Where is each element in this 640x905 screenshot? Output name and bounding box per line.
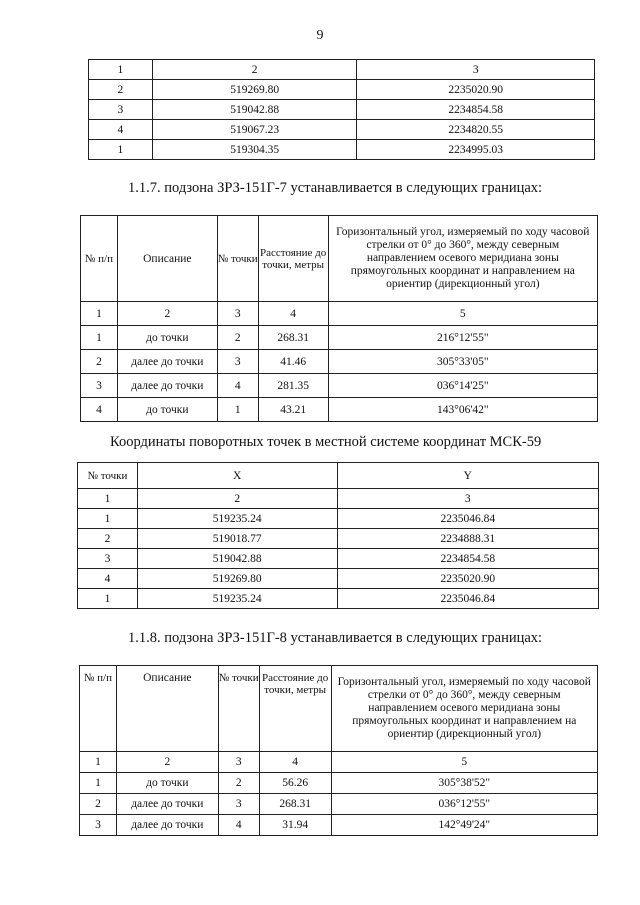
table-cell: 4 xyxy=(81,398,118,422)
table-cell: 5 xyxy=(331,752,597,773)
table-cell: 2234888.31 xyxy=(337,529,598,549)
table-cell: 2234854.58 xyxy=(357,100,595,120)
table-cell: 4 xyxy=(259,752,331,773)
table-cell: 1 xyxy=(81,302,118,326)
table-cell: далее до точки xyxy=(117,350,217,374)
boundary-table-117 xyxy=(80,215,598,422)
table-cell: до точки xyxy=(117,398,217,422)
boundary-table-118 xyxy=(79,665,598,836)
table-row xyxy=(78,549,599,569)
table-cell: 1 xyxy=(80,752,117,773)
table-cell: 4 xyxy=(258,302,328,326)
table-header-cell: Описание xyxy=(116,666,218,752)
table-cell: 1 xyxy=(80,773,117,794)
table-row xyxy=(78,529,599,549)
table-cell: 1 xyxy=(78,509,138,529)
table-cell: 268.31 xyxy=(258,326,328,350)
column-number-row xyxy=(81,302,598,326)
table-cell: 31.94 xyxy=(259,815,331,836)
table-header-row xyxy=(81,216,598,302)
table-cell: 519304.35 xyxy=(152,140,357,160)
table-cell: 2235020.90 xyxy=(357,80,595,100)
table-cell: 519269.80 xyxy=(137,569,337,589)
table-header-row xyxy=(78,463,599,489)
table-header-cell: X xyxy=(137,463,337,489)
table-cell: 2 xyxy=(137,489,337,509)
table-cell: 1 xyxy=(81,326,118,350)
table-cell: далее до точки xyxy=(116,794,218,815)
table-header-cell: № точки xyxy=(78,463,138,489)
table-row xyxy=(81,326,598,350)
coordinates-table xyxy=(77,462,599,609)
table-header-row xyxy=(80,666,598,752)
table-cell: 2234854.58 xyxy=(337,549,598,569)
table-cell: далее до точки xyxy=(117,374,217,398)
section-heading-118: 1.1.8. подзона ЗРЗ-151Г-8 устанавливается в следующих границах: xyxy=(128,630,543,646)
table-cell: 519235.24 xyxy=(137,589,337,609)
table-cell: 1 xyxy=(78,489,138,509)
table-cell: 2234995.03 xyxy=(357,140,595,160)
table-cell: 216°12'55" xyxy=(328,326,597,350)
column-number-row xyxy=(78,489,599,509)
table-cell: 3 xyxy=(218,794,259,815)
table-header-cell: Y xyxy=(337,463,598,489)
table-cell: 281.35 xyxy=(258,374,328,398)
table-cell: до точки xyxy=(117,326,217,350)
table-cell: далее до точки xyxy=(116,815,218,836)
table-cell: 1 xyxy=(78,589,138,609)
table-cell: 036°14'25" xyxy=(328,374,597,398)
table-header-row xyxy=(89,60,595,80)
table-cell: 036°12'55" xyxy=(331,794,597,815)
section-heading-117: 1.1.7. подзона ЗРЗ-151Г-7 устанавливается в следующих границах: xyxy=(128,180,543,196)
table-cell: 519018.77 xyxy=(137,529,337,549)
table-row xyxy=(78,509,599,529)
table-cell: 3 xyxy=(218,752,259,773)
table-cell: 3 xyxy=(78,549,138,569)
table-cell: 2235020.90 xyxy=(337,569,598,589)
table-cell: 519067.23 xyxy=(152,120,357,140)
table-cell: 4 xyxy=(89,120,153,140)
table-cell: 43.21 xyxy=(258,398,328,422)
table-row xyxy=(80,773,598,794)
table-cell: 3 xyxy=(80,815,117,836)
table-cell: 3 xyxy=(217,350,258,374)
table-header-cell: № п/п xyxy=(80,666,117,752)
table-cell: 1 xyxy=(89,60,153,80)
table-row xyxy=(81,374,598,398)
table-row xyxy=(81,350,598,374)
table-header-cell: Горизонтальный угол, измеряемый по ходу часовой стрелки от 0° до 360°, между северным направлением осевого меридиана зоны прямоугольных координат и направлением на ориентир (дирекционный угол) xyxy=(328,216,597,302)
table-cell: 2 xyxy=(218,773,259,794)
table-cell: 268.31 xyxy=(259,794,331,815)
table-cell: 519235.24 xyxy=(137,509,337,529)
table-row xyxy=(80,815,598,836)
table-cell: 142°49'24" xyxy=(331,815,597,836)
table-row xyxy=(81,398,598,422)
table-row xyxy=(89,120,595,140)
table-cell: 1 xyxy=(89,140,153,160)
table-cell: 3 xyxy=(89,100,153,120)
table-cell: 143°06'42" xyxy=(328,398,597,422)
table-header-cell: Расстояние до точки, метры xyxy=(258,216,328,302)
table-cell: 3 xyxy=(81,374,118,398)
table-cell: 2 xyxy=(117,302,217,326)
page-number: 9 xyxy=(316,28,324,43)
table-cell: 2 xyxy=(78,529,138,549)
table-cell: 305°38'52" xyxy=(331,773,597,794)
table-row xyxy=(89,140,595,160)
table-cell: 4 xyxy=(218,815,259,836)
table-header-cell: Горизонтальный угол, измеряемый по ходу часовой стрелки от 0° до 360°, между северным направлением осевого меридиана зоны прямоугольных координат и направлением на ориентир (дирекционный угол) xyxy=(331,666,597,752)
table-row xyxy=(89,80,595,100)
table-cell: 2235046.84 xyxy=(337,589,598,609)
table-cell: 519042.88 xyxy=(152,100,357,120)
table-cell: 3 xyxy=(337,489,598,509)
column-number-row xyxy=(80,752,598,773)
table-header-cell: № точки xyxy=(217,216,258,302)
table-cell: 2235046.84 xyxy=(337,509,598,529)
table-cell: до точки xyxy=(116,773,218,794)
table-header-cell: № точки xyxy=(218,666,259,752)
table-cell: 5 xyxy=(328,302,597,326)
table-header-cell: № п/п xyxy=(81,216,118,302)
coordinates-heading: Координаты поворотных точек в местной системе координат МСК-59 xyxy=(110,434,542,450)
table-cell: 4 xyxy=(217,374,258,398)
table-cell: 41.46 xyxy=(258,350,328,374)
table-row xyxy=(80,794,598,815)
table-cell: 2 xyxy=(217,326,258,350)
table-cell: 305°33'05" xyxy=(328,350,597,374)
table-cell: 3 xyxy=(217,302,258,326)
table-cell: 2 xyxy=(89,80,153,100)
table-row xyxy=(89,100,595,120)
table-cell: 2 xyxy=(116,752,218,773)
table-cell: 1 xyxy=(217,398,258,422)
table-cell: 519269.80 xyxy=(152,80,357,100)
table-cell: 519042.88 xyxy=(137,549,337,569)
table-cell: 4 xyxy=(78,569,138,589)
top-coordinates-table xyxy=(88,59,595,160)
table-row xyxy=(78,569,599,589)
table-header-cell: Описание xyxy=(117,216,217,302)
table-row xyxy=(78,589,599,609)
table-cell: 2 xyxy=(80,794,117,815)
table-cell: 3 xyxy=(357,60,595,80)
table-header-cell: Расстояние до точки, метры xyxy=(259,666,331,752)
table-cell: 2 xyxy=(152,60,357,80)
table-cell: 56.26 xyxy=(259,773,331,794)
table-cell: 2 xyxy=(81,350,118,374)
table-cell: 2234820.55 xyxy=(357,120,595,140)
